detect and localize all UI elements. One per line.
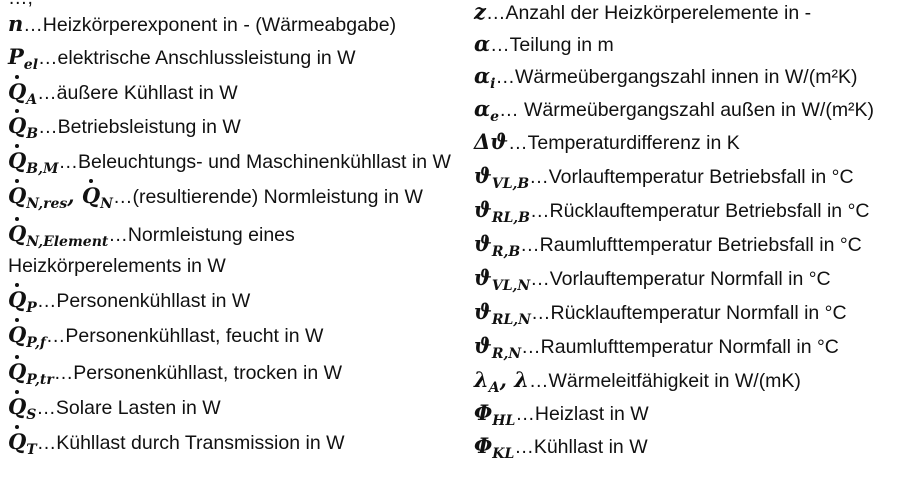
symbol-description: …Rücklauftemperatur Betriebsfall in °C <box>530 200 870 222</box>
symbol: $ϑ_{RL,N}$ <box>474 299 531 328</box>
symbol: z <box>474 0 486 24</box>
symbol-entry-theta-r-b <box>474 231 862 260</box>
symbol: $Q_{P,f}$ <box>8 322 46 351</box>
symbol-description: …Betriebsleistung in W <box>38 116 241 138</box>
symbol-description: …Kühllast durch Transmission in W <box>36 432 345 454</box>
symbol-description: …Teilung in m <box>490 34 614 56</box>
symbol-description: …Anzahl der Heizkörperelemente in - <box>485 2 812 24</box>
symbol-description: …Raumlufttemperatur Normfall in °C <box>521 336 839 358</box>
symbol: $\Phi_{KL}$ <box>474 433 515 462</box>
symbol-entry-q-s <box>8 394 221 423</box>
symbol-entry-theta-rl-b <box>474 197 870 226</box>
symbol-entry-n <box>8 12 396 37</box>
symbol-description: …Personenkühllast, trocken in W <box>53 362 343 384</box>
symbol-entry-q-n-element <box>8 221 295 250</box>
symbol: $Q_B$ <box>8 113 39 142</box>
symbol-description: …Vorlauftemperatur Normfall in °C <box>530 268 831 290</box>
symbol: $Q_P$ <box>8 287 37 316</box>
symbol-description: …(resultierende) Normleistung in W <box>112 186 423 208</box>
symbol: $Q_{N,res}$ <box>8 183 68 212</box>
symbol-entry-q-p-f <box>8 322 324 351</box>
symbol-entry-alpha-e <box>474 96 875 125</box>
symbol-description: …Solare Lasten in W <box>36 397 221 419</box>
symbol-entry-lambda: $\lambda_A$, λ…Wärmeleitfähigkeit in W/(mK) <box>474 367 801 396</box>
symbol: $\alpha_e$ <box>474 96 500 125</box>
symbol: α <box>474 31 491 56</box>
symbol-description-continued: Heizkörperelements in W <box>8 255 226 277</box>
symbol-description: …Raumlufttemperatur Betriebsfall in °C <box>520 234 862 256</box>
clipped-top-line <box>8 0 33 10</box>
symbol-entry-p-el <box>8 44 356 73</box>
symbol-description: …Heizkörperexponent in - (Wärmeabgabe) <box>23 14 397 36</box>
symbol: $Q_{B,M}$ <box>8 148 59 177</box>
symbol-alt: $Q_N$ <box>81 183 113 212</box>
symbol: $Q_T$ <box>8 429 37 458</box>
symbol-entry-theta-vl-n <box>474 265 831 294</box>
symbol: $ϑ_{R,N}$ <box>474 333 522 362</box>
symbol-description: …Rücklauftemperatur Normfall in °C <box>530 302 847 324</box>
symbol-description: …Personenkühllast in W <box>36 290 251 312</box>
symbol: $Q_A$ <box>8 79 38 108</box>
symbol-entry-theta-rl-n <box>474 299 847 328</box>
symbol-alt: λ <box>514 367 529 392</box>
symbol-entry-theta-vl-b <box>474 163 854 192</box>
symbol-entry-phi-kl <box>474 433 648 462</box>
symbol-description: …Personenkühllast, feucht in W <box>45 325 324 347</box>
symbol-entry-q-b <box>8 113 241 142</box>
symbol-entry-q-t <box>8 429 345 458</box>
symbol: n <box>8 11 24 36</box>
symbol-entry-theta-r-n <box>474 333 839 362</box>
symbol-description: …äußere Kühllast in W <box>37 82 238 104</box>
symbol-entry-q-n-res: $Q_{N,res}$, $Q_N\dots(resultierende)$ Normleistung in W <box>8 183 423 212</box>
symbol: $\Phi_{HL}$ <box>474 400 516 429</box>
symbol-entry-alpha-i <box>474 63 858 92</box>
symbol-description: …Kühllast in W <box>514 436 648 458</box>
symbol-entry-z <box>474 0 811 25</box>
symbol-entry-alpha <box>474 32 614 57</box>
symbol: $ϑ_{VL,N}$ <box>474 265 531 294</box>
symbol: $ϑ_{VL,B}$ <box>474 163 530 192</box>
symbol-description: …Wärmeübergangszahl innen in W/(m²K) <box>495 66 858 88</box>
symbol: $ϑ_{RL,B}$ <box>474 197 531 226</box>
symbol: $\lambda_A$ <box>474 367 500 396</box>
symbol-description: …Temperaturdifferenz in K <box>508 132 740 154</box>
symbol: $Q_S$ <box>8 394 37 423</box>
symbol-entry-q-b-m <box>8 148 451 177</box>
symbol-description: …Vorlauftemperatur Betriebsfall in °C <box>529 166 854 188</box>
symbol: $ϑ_{R,B}$ <box>474 231 521 260</box>
symbol: $\alpha_i$ <box>474 63 496 92</box>
symbol-description: …Normleistung eines <box>108 224 295 246</box>
symbol: $Q_{P,tr}$ <box>8 359 54 388</box>
symbol-entry-q-a <box>8 79 238 108</box>
symbol-description: …Heizlast in W <box>515 403 649 425</box>
symbol: Δϑ <box>474 129 509 154</box>
symbol-entry-q-p-tr <box>8 359 343 388</box>
symbol-description: …Wärmeleitfähigkeit in W/(mK) <box>528 370 801 392</box>
symbol: $P_{el}$ <box>8 44 39 73</box>
symbol-entry-q-p <box>8 287 251 316</box>
symbol-description: … Wärmeübergangszahl außen in W/(m²K) <box>499 99 875 121</box>
symbol-entry-phi-hl <box>474 400 649 429</box>
symbol-entry-delta-theta <box>474 130 740 155</box>
symbol: $Q_{N,Element}$ <box>8 221 109 250</box>
symbol-description: …Beleuchtungs- und Maschinenkühllast in W <box>58 151 451 173</box>
symbol-description: …elektrische Anschlussleistung in W <box>38 47 356 69</box>
